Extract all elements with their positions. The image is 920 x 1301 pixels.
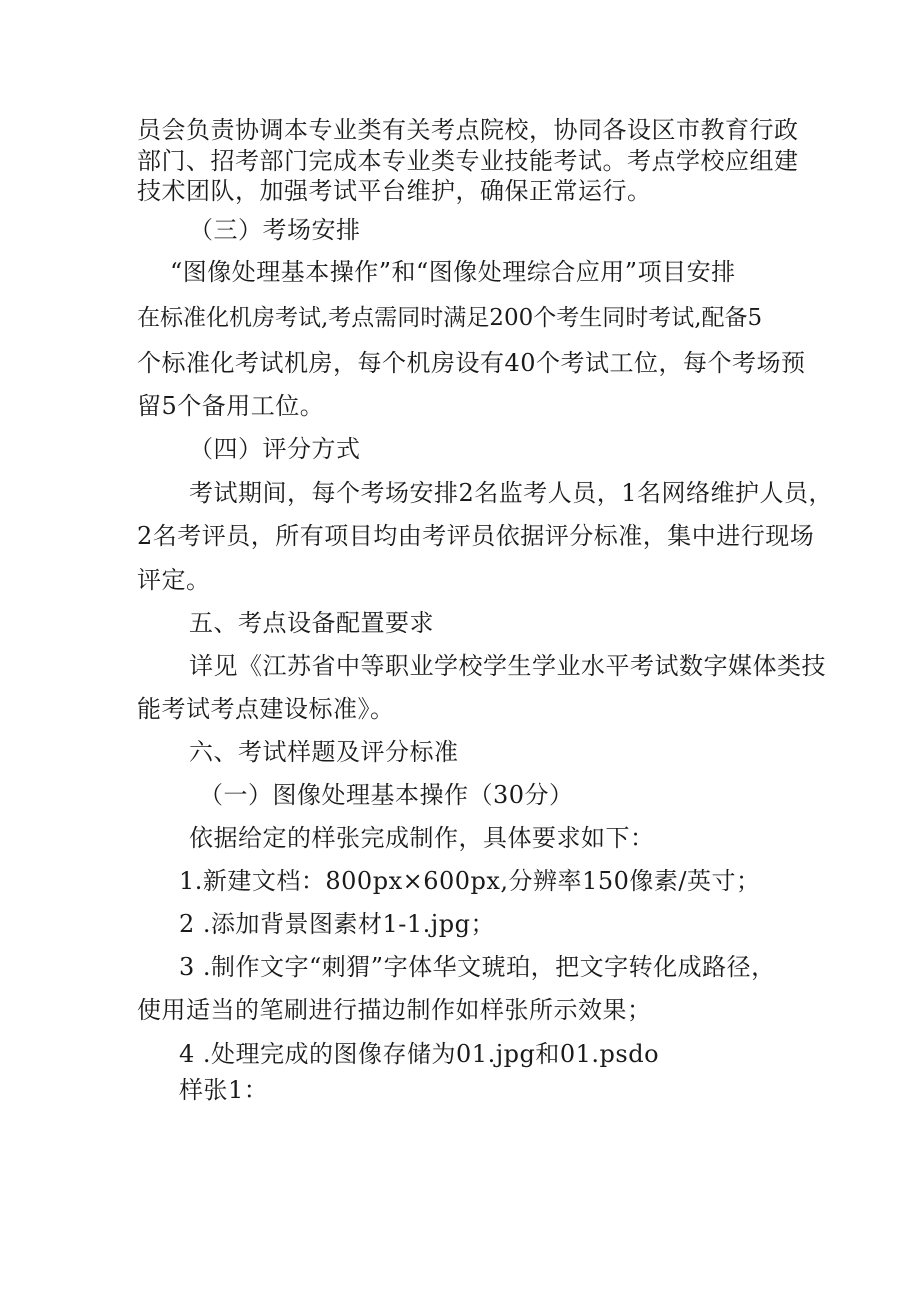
list-item: 2 .添加背景图素材1-1.jpg； — [179, 910, 495, 938]
section-heading: （三）考场安排 — [189, 216, 361, 244]
paragraph-line: 考试期间，每个考场安排2名监考人员，1名网络维护人员， — [189, 479, 834, 507]
section-heading: 五、考点设备配置要求 — [189, 609, 434, 637]
paragraph-line: 2名考评员，所有项目均由考评员依据评分标准，集中进行现场 — [137, 522, 815, 550]
list-item: 1.新建文档：800px×600px,分辨率150像素/英寸； — [179, 867, 761, 895]
section-heading: 六、考试样题及评分标准 — [189, 738, 459, 766]
paragraph-line: 留5个备用工位。 — [137, 392, 325, 420]
sample-label: 样张1： — [179, 1076, 269, 1104]
paragraph-line: 评定。 — [137, 566, 211, 594]
list-item: 3 .制作文字“刺猬”字体华文琥珀，把文字转化成路径， — [179, 953, 776, 981]
list-item-continuation: 使用适当的笔刷进行描边制作如样张所示效果； — [137, 996, 652, 1024]
paragraph-line: 技术团队，加强考试平台维护，确保正常运行。 — [137, 177, 652, 205]
paragraph-line: 员会负责协调本专业类有关考点院校，协同各设区市教育行政 — [137, 116, 799, 144]
paragraph-line: 能考试考点建设标准》。 — [137, 695, 395, 723]
paragraph-line: 详见《江苏省中等职业学校学生学业水平考试数字媒体类技 — [189, 652, 826, 680]
paragraph-line: 个标准化考试机房，每个机房设有40个考试工位，每个考场预 — [137, 349, 806, 377]
section-heading: （四）评分方式 — [189, 435, 361, 463]
paragraph-line: 部门、招考部门完成本专业类专业技能考试。考点学校应组建 — [137, 147, 799, 175]
list-item: 4 .处理完成的图像存储为01.jpg和01.psdo — [179, 1040, 660, 1068]
subsection-heading: （一）图像处理基本操作（30分） — [199, 781, 574, 809]
paragraph-line: 在标准化机房考试,考点需同时满足200个考生同时考试,配备5 — [137, 305, 763, 331]
paragraph-line: “图像处理基本操作”和“图像处理综合应用”项目安排 — [170, 258, 736, 286]
paragraph-line: 依据给定的样张完成制作，具体要求如下： — [189, 824, 655, 852]
